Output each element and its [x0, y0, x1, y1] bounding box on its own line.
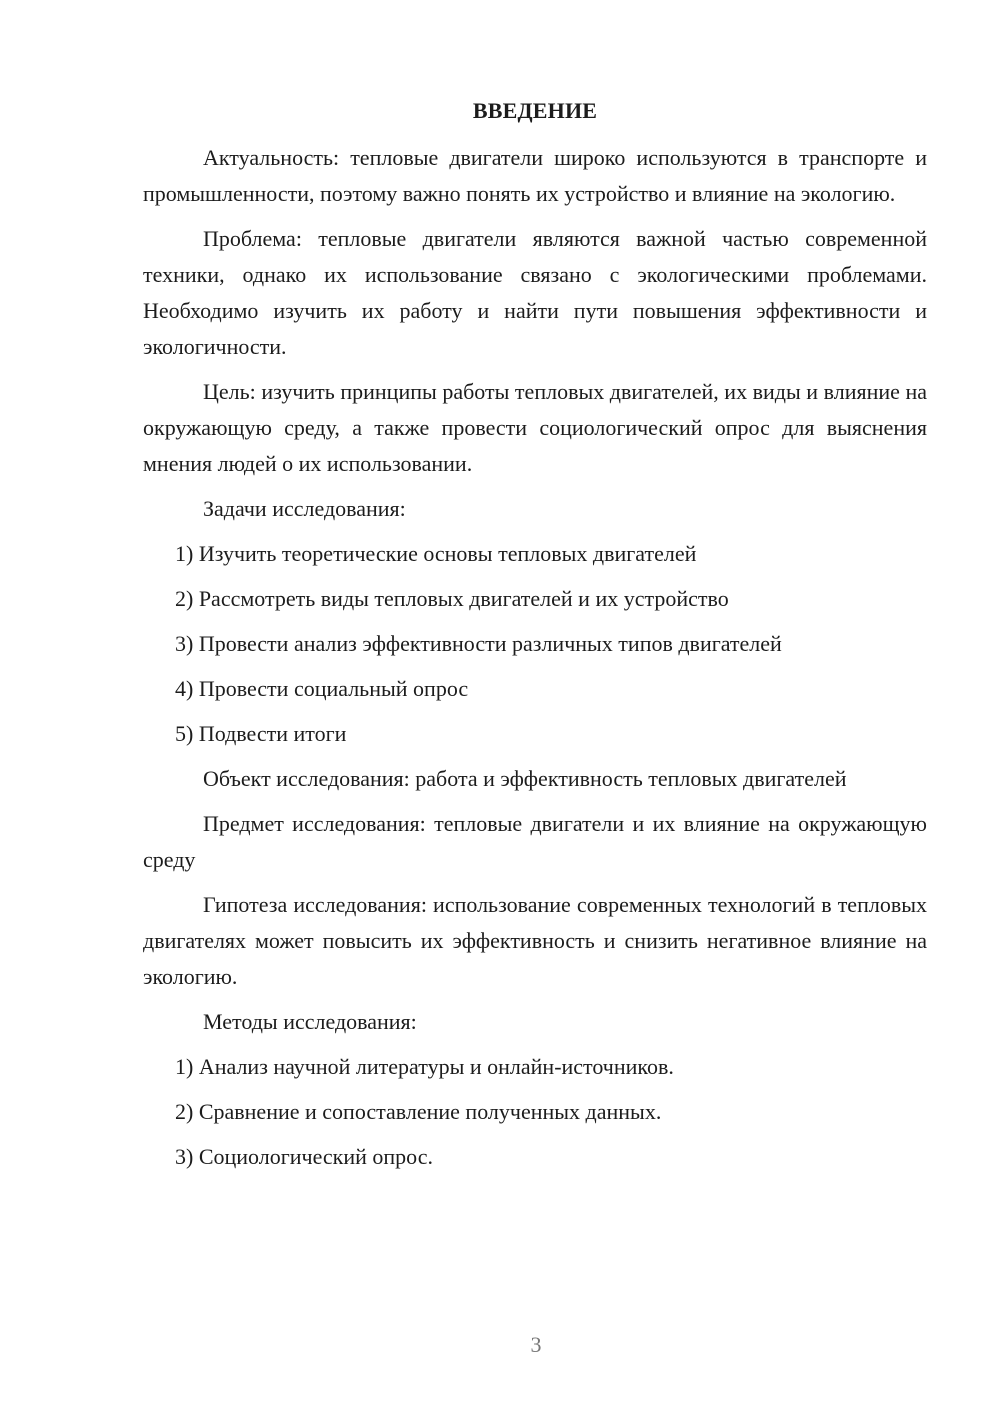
object-paragraph: Объект исследования: работа и эффективность тепловых двигателей [203, 766, 847, 791]
hypothesis-paragraph: Гипотеза исследования: использование современных технологий в тепловых двигателях может повысить их эффективность и снизить негативное влияние на экологию. [143, 892, 927, 989]
method-item: 2) Сравнение и сопоставление полученных данных. [175, 1099, 662, 1124]
method-item: 1) Анализ научной литературы и онлайн-источников. [175, 1054, 674, 1079]
methods-label: Методы исследования: [203, 1009, 417, 1034]
task-item: 5) Подвести итоги [175, 721, 347, 746]
method-item: 3) Социологический опрос. [175, 1144, 433, 1169]
task-item: 4) Провести социальный опрос [175, 676, 469, 701]
methods-list [143, 1049, 927, 1175]
task-item: 2) Рассмотреть виды тепловых двигателей и их устройство [175, 586, 729, 611]
subject-paragraph: Предмет исследования: тепловые двигатели и их влияние на окружающую среду [143, 811, 927, 872]
task-item: 1) Изучить теоретические основы тепловых двигателей [175, 541, 697, 566]
section-heading: ВВЕДЕНИЕ [472, 98, 598, 123]
goal-paragraph: Цель: изучить принципы работы тепловых двигателей, их виды и влияние на окружающую среду, а также провести социологический опрос для выяснения мнения людей о их использовании. [143, 379, 927, 476]
problem-paragraph: Проблема: тепловые двигатели являются важной частью современной техники, однако их использование связано с экологическими проблемами. Необходимо изучить их работу и найти пути повышения эффективности и экологичности. [143, 226, 927, 359]
tasks-list [143, 536, 927, 752]
tasks-label: Задачи исследования: [203, 496, 406, 521]
relevance-paragraph: Актуальность: тепловые двигатели широко используются в транспорте и промышленности, поэтому важно понять их устройство и влияние на экологию. [143, 145, 927, 206]
page-content [143, 94, 927, 1184]
task-item: 3) Провести анализ эффективности различных типов двигателей [175, 631, 782, 656]
page-number: 3 [530, 1332, 542, 1357]
